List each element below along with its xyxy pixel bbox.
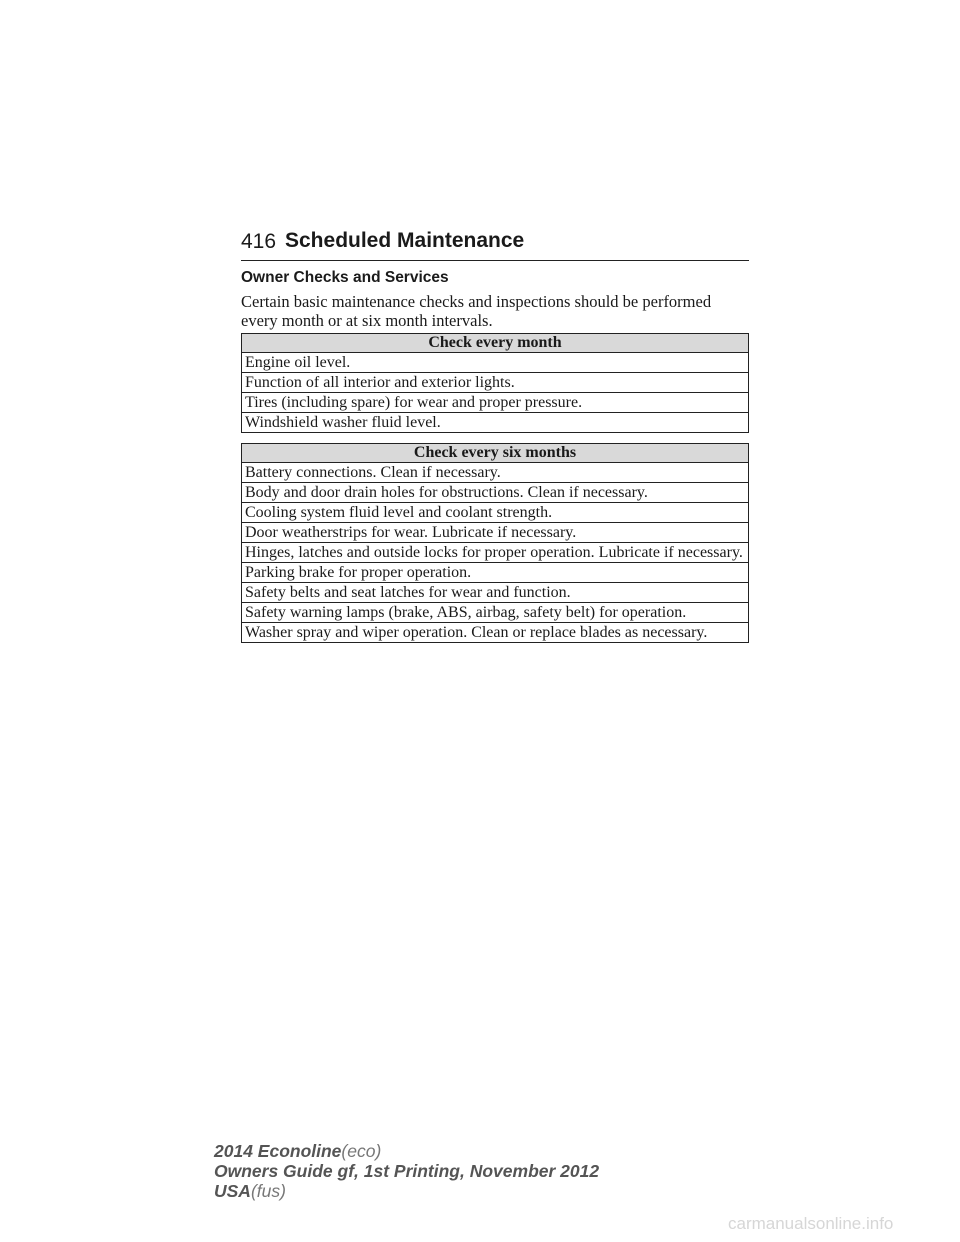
table-row xyxy=(242,603,749,623)
table-cell: Tires (including spare) for wear and proper pressure. xyxy=(242,393,749,413)
table-row xyxy=(242,373,749,393)
monthly-table-title: Check every month xyxy=(242,334,749,353)
table-cell: Windshield washer fluid level. xyxy=(242,413,749,433)
footer-model: 2014 Econoline xyxy=(214,1141,342,1161)
table-cell: Cooling system fluid level and coolant strength. xyxy=(242,503,749,523)
footer-model-code: (eco) xyxy=(341,1141,382,1161)
table-cell: Body and door drain holes for obstructions. Clean if necessary. xyxy=(242,483,749,503)
footer-market: USA xyxy=(214,1181,251,1201)
table-row xyxy=(242,483,749,503)
table-cell: Battery connections. Clean if necessary. xyxy=(242,463,749,483)
chapter-title: Scheduled Maintenance xyxy=(285,229,525,252)
table-row xyxy=(242,353,749,373)
table-header-row xyxy=(242,334,749,353)
six-month-checks-table xyxy=(241,443,749,643)
table-row xyxy=(242,523,749,543)
table-row xyxy=(242,413,749,433)
table-cell: Washer spray and wiper operation. Clean or replace blades as necessary. xyxy=(242,623,749,643)
table-row xyxy=(242,463,749,483)
table-row xyxy=(242,503,749,523)
section-heading: Owner Checks and Services xyxy=(241,269,449,286)
table-cell: Function of all interior and exterior lights. xyxy=(242,373,749,393)
table-row xyxy=(242,393,749,413)
footer-model-line xyxy=(214,1141,599,1161)
footer-guide-line xyxy=(214,1161,599,1181)
table-row xyxy=(242,623,749,643)
table-row xyxy=(242,563,749,583)
page-header xyxy=(241,228,749,261)
table-header-row xyxy=(242,444,749,463)
table-cell: Door weatherstrips for wear. Lubricate if necessary. xyxy=(242,523,749,543)
table-cell: Parking brake for proper operation. xyxy=(242,563,749,583)
watermark-text: carmanualsonline.info xyxy=(728,1214,894,1233)
table-cell: Engine oil level. xyxy=(242,353,749,373)
footer-market-code: (fus) xyxy=(250,1181,286,1201)
six-month-table-title: Check every six months xyxy=(242,444,749,463)
page-footer xyxy=(214,1141,599,1201)
table-row xyxy=(242,543,749,563)
table-row xyxy=(242,583,749,603)
table-cell: Safety belts and seat latches for wear and function. xyxy=(242,583,749,603)
table-cell: Hinges, latches and outside locks for proper operation. Lubricate if necessary. xyxy=(242,543,749,563)
table-cell: Safety warning lamps (brake, ABS, airbag, safety belt) for operation. xyxy=(242,603,749,623)
footer-guide: Owners Guide gf, 1st Printing, November 2012 xyxy=(214,1161,600,1181)
intro-paragraph: Certain basic maintenance checks and inspections should be performed every month or at six month intervals. xyxy=(241,292,712,330)
footer-market-line xyxy=(214,1181,599,1201)
monthly-checks-table xyxy=(241,333,749,433)
page-number: 416 xyxy=(241,230,277,253)
